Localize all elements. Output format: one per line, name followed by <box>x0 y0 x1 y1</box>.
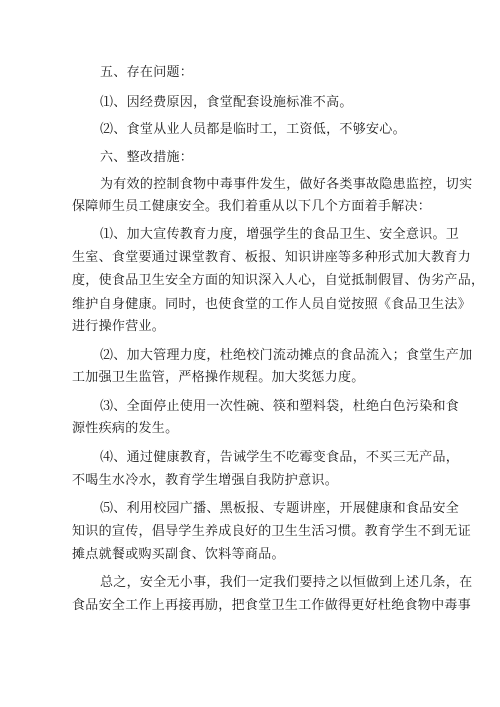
measure-item-5-line: 知识的宣传，倡导学生养成良好的卫生生活习惯。教育学生不到无证 <box>72 524 472 539</box>
conclusion-line: 总之，安全无小事，我们一定我们要持之以恒做到上述几条，在 <box>100 575 473 590</box>
measure-item-5-line: ⑸、利用校园广播、黑板报、专题讲座，开展健康和食品安全 <box>100 501 460 516</box>
problem-item-1: ⑴、因经费原因，食堂配套设施标准不高。 <box>100 95 353 110</box>
measure-item-1-line: 进行操作营业。 <box>72 319 166 334</box>
section-heading-measures: 六、整改措施： <box>100 150 194 165</box>
conclusion-line: 食品安全工作上再接再励，把食堂卫生工作做得更好杜绝食物中毒事 <box>72 598 472 613</box>
measure-item-3-line: 源性疾病的发生。 <box>72 421 179 436</box>
measure-item-1-line: 度，使食品卫生安全方面的知识深入人心，自觉抵制假冒、伪劣产品， <box>72 273 485 288</box>
measure-item-1-line: ⑴、加大宣传教育力度，增强学生的食品卫生、安全意识。卫 <box>100 227 460 242</box>
paragraph-line: 保障师生员工健康安全。我们着重从以下几个方面着手解决： <box>72 199 432 214</box>
measure-item-2-line: ⑵、加大管理力度，杜绝校门流动摊点的食品流入；食堂生产加 <box>100 348 473 363</box>
paragraph-line: 为有效的控制食物中毒事件发生，做好各类事故隐患监控，切实 <box>100 177 473 192</box>
measure-item-4-line: 不喝生水冷水，教育学生增强自我防护意识。 <box>72 473 339 488</box>
measure-item-4-line: ⑷、通过健康教育，告诫学生不吃霉变食品，不买三无产品， <box>100 450 460 465</box>
measure-item-5-line: 摊点就餐或购买副食、饮料等商品。 <box>72 547 285 562</box>
problem-item-2: ⑵、食堂从业人员都是临时工，工资低，不够安心。 <box>100 122 406 137</box>
measure-item-1-line: 生室、食堂要通过课堂教育、板报、知识讲座等多种形式加大教育力 <box>72 250 472 265</box>
measure-item-2-line: 工加强卫生监管，严格操作规程。加大奖惩力度。 <box>72 370 365 385</box>
measure-item-3-line: ⑶、全面停止使用一次性碗、筷和塑料袋，杜绝白色污染和食 <box>100 399 460 414</box>
section-heading-problems: 五、存在问题： <box>100 65 194 80</box>
measure-item-1-line: 维护自身健康。同时，也使食堂的工作人员自觉按照《食品卫生法》 <box>72 297 472 312</box>
